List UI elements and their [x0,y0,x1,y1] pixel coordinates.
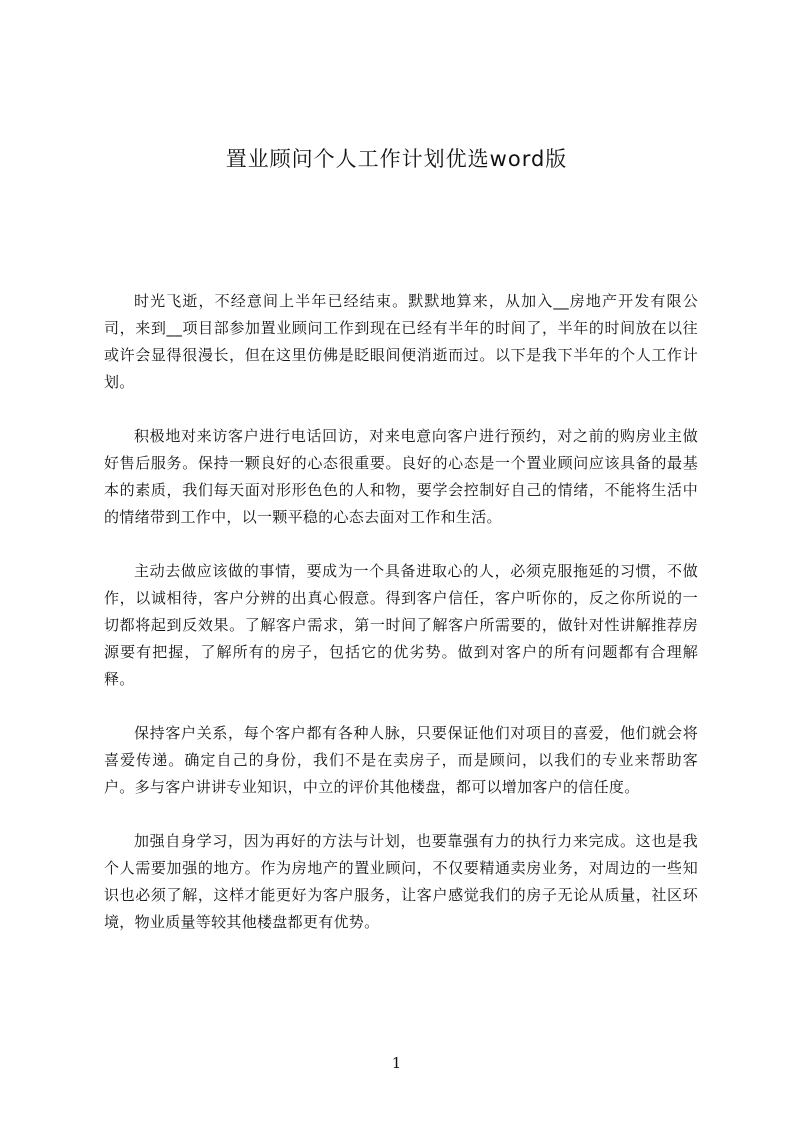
paragraph-1: 时光飞逝，不经意间上半年已经结束。默默地算来，从加入__房地产开发有限公司，来到__项目部参加置业顾问工作到现在已经有半年的时间了，半年的时间放在以往或许会显得很漫长，但在这里仿佛是眨眼间便消逝而过。以下是我下半年的个人工作计划。 [104,292,698,391]
document-body [104,288,698,963]
document-title: 置业顾问个人工作计划优选word版 [225,147,568,171]
paragraph-4: 保持客户关系，每个客户都有各种人脉，只要保证他们对项目的喜爱，他们就会将喜爱传递。确定自己的身份，我们不是在卖房子，而是顾问，以我们的专业来帮助客户。多与客户讲讲专业知识，中立的评价其他楼盘，都可以增加客户的信任度。 [104,724,698,796]
paragraph-5: 加强自身学习，因为再好的方法与计划，也要靠强有力的执行力来完成。这也是我个人需要加强的地方。作为房地产的置业顾问，不仅要精通卖房业务，对周边的一些知识也必须了解，这样才能更好为客户服务，让客户感觉我们的房子无论从质量，社区环境，物业质量等较其他楼盘都更有优势。 [104,832,698,931]
paragraph-3: 主动去做应该做的事情，要成为一个具备进取心的人，必须克服拖延的习惯，不做作，以诚相待，客户分辨的出真心假意。得到客户信任，客户听你的，反之你所说的一切都将起到反效果。了解客户需求，第一时间了解客户所需要的，做针对性讲解推荐房源要有把握，了解所有的房子，包括它的优劣势。做到对客户的所有问题都有合理解释。 [104,562,698,688]
paragraph-2: 积极地对来访客户进行电话回访，对来电意向客户进行预约，对之前的购房业主做好售后服务。保持一颗良好的心态很重要。良好的心态是一个置业顾问应该具备的最基本的素质，我们每天面对形形色色的人和物，要学会控制好自己的情绪，不能将生活中的情绪带到工作中，以一颗平稳的心态去面对工作和生活。 [104,427,698,526]
page-number: 1 [391,1054,402,1072]
